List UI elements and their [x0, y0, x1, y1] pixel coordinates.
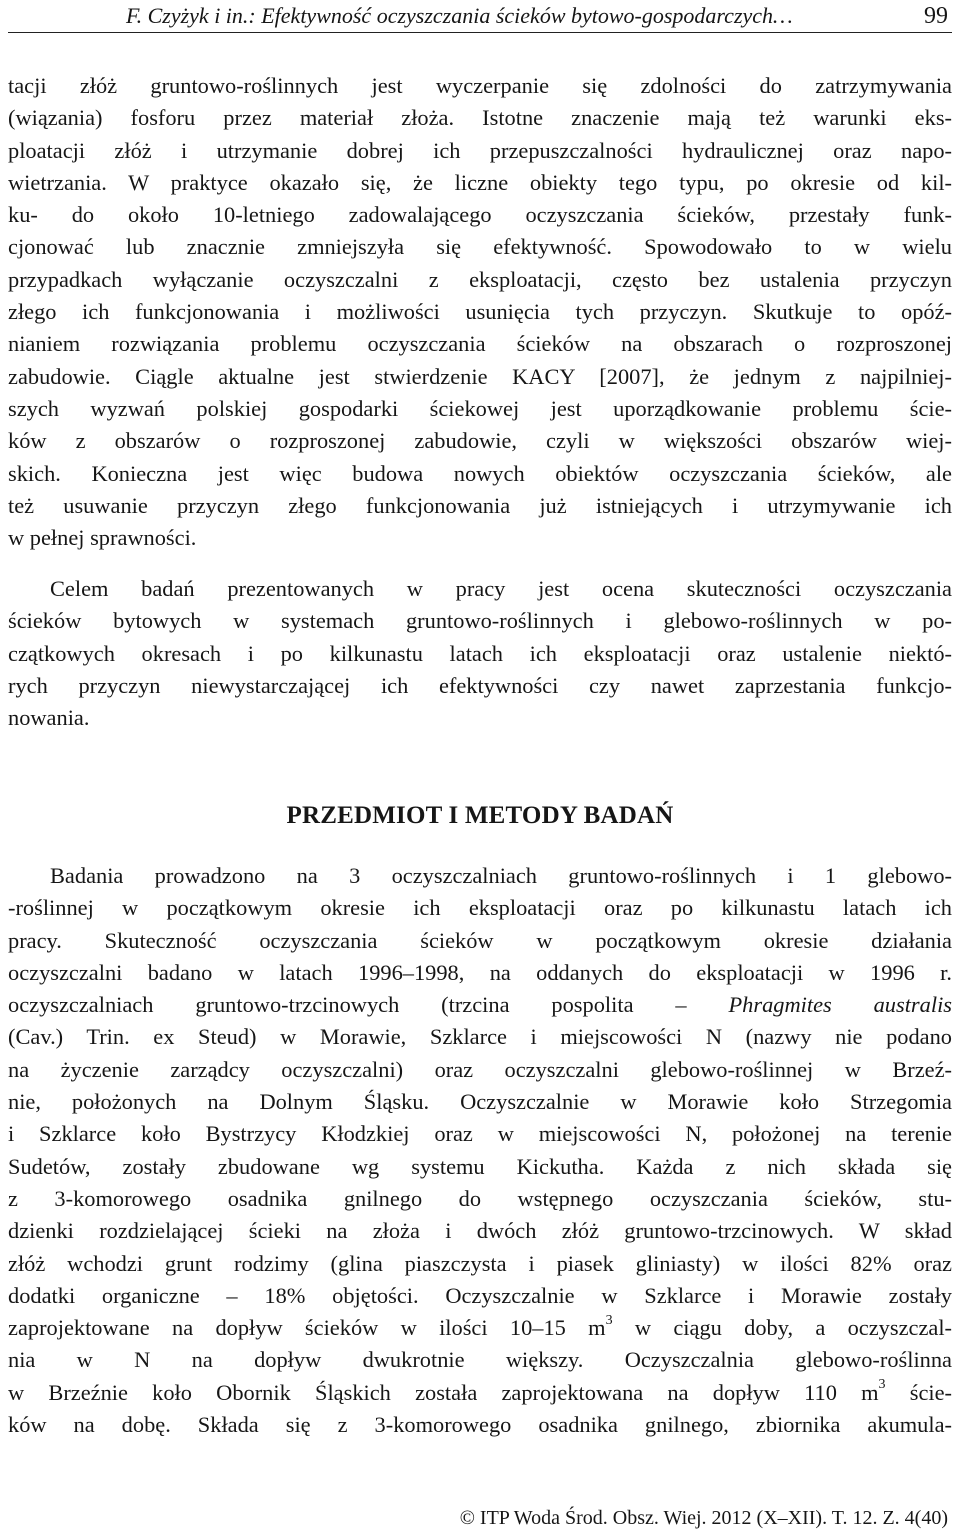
text-line: -roślinnej w początkowym okresie ich eksploatacji oraz po kilkunastu latach ich: [8, 895, 952, 921]
text-line: Sudetów, zostały zbudowane wg systemu Kickutha. Każda z nich składa się: [8, 1153, 952, 1179]
text-span: oczyszczalniach gruntowo-trzcinowych (trzcina pospolita –: [8, 992, 729, 1018]
text-span: w ciągu doby, a oczyszczal-: [612, 1315, 952, 1341]
text-line: skich. Konieczna jest więc budowa nowych obiektów oczyszczania ścieków, ale: [8, 460, 952, 486]
superscript: 3: [878, 1377, 886, 1393]
text-line: [8, 989, 952, 1021]
running-header: [8, 2, 952, 33]
text-line: ścieków bytowych w systemach gruntowo-roślinnych i glebowo-roślinnych w po-: [8, 608, 952, 634]
text-line: złóż wchodzi grunt rodzimy (glina piaszczysta i piasek gliniasty) w ilości 82% oraz: [8, 1250, 952, 1276]
text-line: Celem badań prezentowanych w pracy jest ocena skuteczności oczyszczania: [50, 576, 952, 601]
journal-footer: © ITP Woda Środ. Obsz. Wiej. 2012 (X–XII). T. 12. Z. 4(40): [459, 1507, 948, 1529]
text-line: ku- do około 10-letniego zadowalającego oczyszczania ścieków, przestały funk-: [8, 202, 952, 228]
text-line: ków na dobę. Składa się z 3-komorowego osadnika gnilnego, zbiornika akumula-: [8, 1412, 952, 1438]
paragraph-2: [8, 573, 952, 734]
text-line: dodatki organiczne – 18% objętości. Oczyszczalnie w Szklarce i Morawie zostały: [8, 1282, 952, 1308]
text-line: (wiązania) fosforu przez materiał złoża. Istotne znaczenie mają też warunki eks-: [8, 105, 952, 131]
text-line: szych wyzwań polskiej gospodarki ściekowej jest uporządkowanie problemu ście-: [8, 395, 952, 421]
text-line: oczyszczalni badano w latach 1996–1998, na oddanych do eksploatacji w 1996 r.: [8, 959, 952, 985]
text-line: przypadkach wyłączanie oczyszczalni z eksploatacji, często bez ustalenia przyczyn: [8, 266, 952, 292]
text-line: dzienki rozdzielającej ścieki na złoża i dwóch złóż gruntowo-trzcinowych. W skład: [8, 1218, 952, 1244]
text-line: nia w N na dopływ dwukrotnie większy. Oczyszczalnia glebowo-roślinna: [8, 1347, 952, 1373]
text-line: nowania.: [8, 705, 90, 731]
text-line: złego ich funkcjonowania i możliwości usunięcia tych przyczyn. Skutkuje to opóź-: [8, 299, 952, 325]
text-line: rych przyczyn niewystarczającej ich efektywności czy nawet zaprzestania funkcjo-: [8, 672, 952, 698]
text-span: ście-: [885, 1379, 952, 1405]
text-line: zabudowie. Ciągle aktualne jest stwierdzenie KACY [2007], że jednym z najpilniej-: [8, 363, 952, 389]
paragraph-1: [8, 70, 952, 554]
text-line: [8, 1377, 952, 1409]
species-name: Phragmites australis: [728, 992, 952, 1018]
text-line: w pełnej sprawności.: [8, 525, 197, 551]
text-line: [8, 1312, 952, 1344]
running-header-title: F. Czyżyk i in.: Efektywność oczyszczania ścieków bytowo-gospodarczych…: [126, 3, 793, 28]
text-span: w Brzeźnie koło Obornik Śląskich została zaprojektowana na dopływ 110 m: [8, 1379, 879, 1405]
text-line: pracy. Skuteczność oczyszczania ścieków w początkowym okresie działania: [8, 927, 952, 953]
text-line: też usuwanie przyczyn złego funkcjonowania już istniejących i utrzymywanie ich: [8, 492, 952, 518]
text-line: Badania prowadzono na 3 oczyszczalniach gruntowo-roślinnych i 1 glebowo-: [50, 863, 952, 888]
text-line: cjonować lub znacznie zmniejszyła się efektywność. Spowodowało to w wielu: [8, 234, 952, 260]
text-line: z 3-komorowego osadnika gnilnego do wstępnego oczyszczania ścieków, stu-: [8, 1185, 952, 1211]
section-heading: PRZEDMIOT I METODY BADAŃ: [286, 802, 674, 829]
page-number: 99: [924, 3, 948, 29]
text-line: tacji złóż gruntowo-roślinnych jest wyczerpanie się zdolności do zatrzymywania: [8, 73, 952, 98]
text-line: i Szklarce koło Bystrzycy Kłodzkiej oraz w miejscowości N, położonej na terenie: [8, 1121, 952, 1147]
superscript: 3: [605, 1312, 613, 1328]
text-span: zaprojektowane na dopływ ścieków w ilości 10–15 m: [8, 1315, 606, 1341]
text-line: czątkowych okresach i po kilkunastu latach ich eksploatacji oraz ustalenie niektó-: [8, 640, 952, 666]
text-line: nie, położonych na Dolnym Śląsku. Oczyszczalnie w Morawie koło Strzegomia: [8, 1089, 952, 1115]
paragraph-3: [8, 860, 952, 1441]
text-line: nianiem rozwiązania problemu oczyszczania ścieków na obszarach o rozproszonej: [8, 331, 952, 357]
text-line: (Cav.) Trin. ex Steud) w Morawie, Szklarce i miejscowości N (nazwy nie podano: [8, 1024, 952, 1050]
text-line: wietrzania. W praktyce okazało się, że liczne obiekty tego typu, po okresie od kil-: [8, 169, 952, 195]
text-line: ploatacji złóż i utrzymanie dobrej ich przepuszczalności hydraulicznej oraz napo-: [8, 137, 952, 163]
text-line: na życzenie zarządcy oczyszczalni) oraz oczyszczalni glebowo-roślinnej w Brzeź-: [8, 1056, 952, 1082]
text-line: ków z obszarów o rozproszonej zabudowie, czyli w większości obszarów wiej-: [8, 428, 952, 454]
